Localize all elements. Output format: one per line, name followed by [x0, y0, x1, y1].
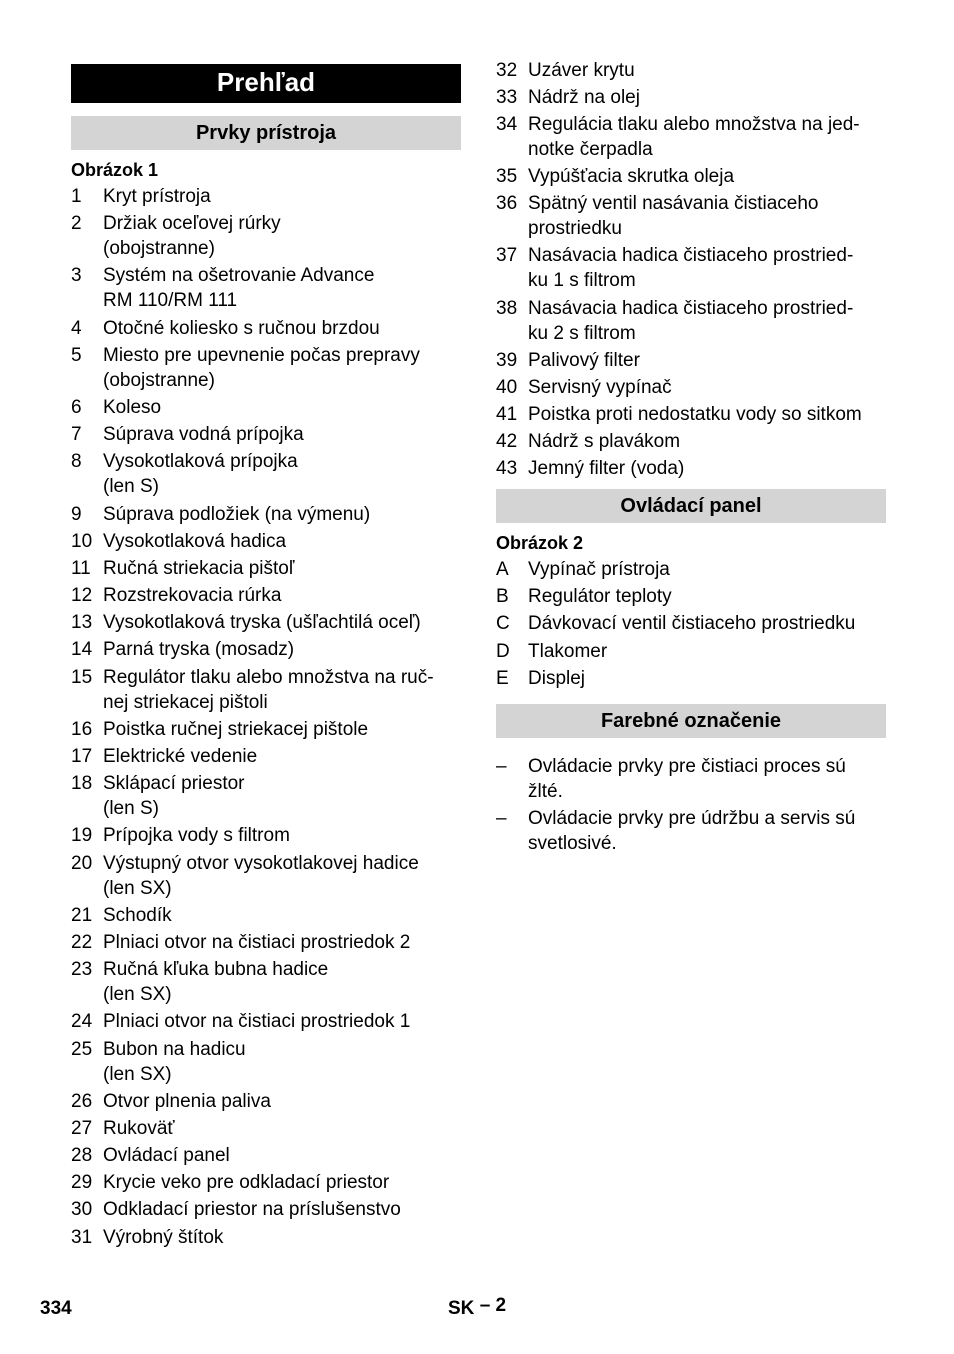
item-text: Plniaci otvor na čistiaci prostriedok 2	[103, 931, 411, 953]
item-number: 36	[496, 193, 518, 215]
item-text: Otočné koliesko s ručnou brzdou	[103, 317, 380, 339]
item-number: 31	[71, 1226, 93, 1248]
item-number: 13	[71, 612, 93, 634]
list-item	[71, 744, 461, 769]
item-number: 18	[71, 773, 93, 795]
item-text: Vypínač prístroja	[528, 559, 670, 581]
list-item	[496, 296, 886, 346]
section-heading-colors: Farebné označenie	[496, 704, 886, 738]
color-coding-list	[496, 754, 886, 856]
item-number: 34	[496, 114, 518, 136]
item-number: 14	[71, 639, 93, 661]
list-item	[71, 556, 461, 581]
list-item	[496, 375, 886, 400]
item-number: 1	[71, 186, 82, 207]
item-text: Poistka proti nedostatku vody so sitkom	[528, 403, 862, 425]
item-number: B	[496, 586, 509, 608]
list-item	[71, 316, 461, 341]
item-text: Kryt prístroja	[103, 186, 211, 207]
item-number: 37	[496, 245, 518, 267]
item-text: Miesto pre upevnenie počas prepravy (obojstranne)	[103, 344, 420, 391]
item-number: 21	[71, 904, 93, 926]
item-text: Spätný ventil nasávania čistiaceho prostriedku	[528, 193, 819, 240]
left-column	[71, 64, 461, 1252]
item-text: Systém na ošetrovanie Advance RM 110/RM 111	[103, 265, 375, 312]
list-item	[496, 85, 886, 110]
item-text: Regulátor teploty	[528, 586, 672, 608]
item-text: Súprava podložiek (na výmenu)	[103, 503, 371, 525]
item-number: 5	[71, 344, 82, 366]
item-text: Tlakomer	[528, 640, 608, 662]
list-item	[71, 823, 461, 848]
list-item	[496, 584, 886, 609]
item-number: 6	[71, 396, 82, 418]
list-item	[71, 395, 461, 420]
list-item	[496, 806, 886, 856]
list-item	[496, 191, 886, 241]
item-number: 11	[71, 557, 91, 579]
item-number: 41	[496, 403, 518, 425]
item-number: 16	[71, 718, 93, 740]
control-panel-list	[496, 557, 886, 691]
list-item	[496, 557, 886, 582]
list-item	[71, 449, 461, 499]
figure-label-2: Obrázok 2	[496, 533, 584, 554]
list-item	[71, 422, 461, 447]
list-item	[496, 639, 886, 664]
list-item	[71, 184, 461, 209]
item-text: Otvor plnenia paliva	[103, 1090, 271, 1112]
item-text: Ovládacie prvky pre čistiaci proces sú žlté.	[528, 755, 846, 802]
item-number: D	[496, 640, 510, 662]
list-item	[71, 1225, 461, 1250]
item-text: Nádrž na olej	[528, 87, 640, 109]
list-item	[496, 456, 886, 481]
item-number: 19	[71, 825, 93, 847]
item-number: 32	[496, 60, 518, 81]
list-item	[71, 1009, 461, 1034]
item-text: Vysokotlaková prípojka (len S)	[103, 451, 298, 498]
item-number: 4	[71, 317, 82, 339]
item-text: Súprava vodná prípojka	[103, 424, 304, 446]
list-item	[496, 348, 886, 373]
list-item	[71, 1089, 461, 1114]
item-number: 39	[496, 349, 518, 371]
list-item	[71, 583, 461, 608]
item-number: 29	[71, 1172, 93, 1194]
list-item	[71, 957, 461, 1007]
item-number: 22	[71, 931, 93, 953]
list-item	[71, 529, 461, 554]
item-number: 7	[71, 424, 82, 446]
section-heading-panel: Ovládací panel	[496, 489, 886, 523]
list-item	[71, 1143, 461, 1168]
item-number: E	[496, 667, 509, 689]
item-text: Ručná kľuka bubna hadice (len SX)	[103, 959, 329, 1006]
list-item	[496, 164, 886, 189]
list-item	[71, 502, 461, 527]
list-item	[71, 930, 461, 955]
item-text: Odkladací priestor na príslušenstvo	[103, 1199, 401, 1221]
item-text: Rozstrekovacia rúrka	[103, 585, 282, 607]
list-item	[496, 611, 886, 636]
list-item	[71, 665, 461, 715]
item-text: Prípojka vody s filtrom	[103, 825, 290, 847]
device-parts-list-continued	[496, 58, 886, 481]
item-number: 33	[496, 87, 518, 109]
list-item	[71, 211, 461, 261]
item-text: Regulácia tlaku alebo množstva na jed- notke čerpadla	[528, 114, 860, 161]
item-text: Vysokotlaková hadica	[103, 530, 287, 552]
item-text: Koleso	[103, 396, 162, 418]
item-number: 10	[71, 530, 93, 552]
item-number: C	[496, 613, 510, 635]
item-number: 20	[71, 852, 93, 874]
item-number: 28	[71, 1145, 93, 1167]
list-item	[496, 243, 886, 293]
item-number: 35	[496, 166, 518, 188]
item-number: 24	[71, 1011, 93, 1033]
list-item	[496, 112, 886, 162]
item-number: 9	[71, 503, 82, 525]
list-item	[71, 263, 461, 313]
item-number: 23	[71, 959, 93, 981]
list-item	[496, 429, 886, 454]
section-heading-device: Prvky prístroja	[71, 116, 461, 150]
item-text: Výrobný štítok	[103, 1226, 224, 1248]
item-text: Elektrické vedenie	[103, 746, 258, 767]
list-item	[71, 1037, 461, 1087]
item-number: 8	[71, 451, 82, 473]
item-text: Displej	[528, 667, 586, 689]
footer-section	[448, 1295, 507, 1320]
right-column	[496, 58, 886, 858]
item-text: Regulátor tlaku alebo množstva na ruč- nej striekacej pištoli	[103, 666, 434, 713]
item-text: Poistka ručnej striekacej pištole	[103, 718, 369, 740]
footer-subpage: – 2	[479, 1295, 507, 1316]
item-text: Nasávacia hadica čistiaceho prostried- ku 2 s filtrom	[528, 297, 854, 344]
device-parts-list	[71, 184, 461, 1250]
item-text: Bubon na hadicu (len SX)	[103, 1038, 246, 1085]
list-item	[496, 666, 886, 691]
item-text: Ručná striekacia pištoľ	[103, 557, 295, 579]
item-number: 3	[71, 265, 82, 287]
item-number: –	[496, 807, 507, 829]
item-text: Sklápací priestor (len S)	[103, 773, 245, 820]
item-text: Výstupný otvor vysokotlakovej hadice (len SX)	[103, 852, 419, 899]
item-number: 38	[496, 297, 518, 319]
item-text: Vysokotlaková tryska (ušľachtilá oceľ)	[103, 612, 421, 634]
item-number: 30	[71, 1199, 93, 1221]
item-number: 40	[496, 376, 518, 398]
item-number: 25	[71, 1038, 93, 1060]
item-text: Schodík	[103, 904, 172, 926]
item-text: Krycie veko pre odkladací priestor	[103, 1172, 390, 1194]
item-number: 26	[71, 1090, 93, 1112]
list-item	[71, 610, 461, 635]
item-text: Parná tryska (mosadz)	[103, 639, 295, 661]
item-text: Uzáver krytu	[528, 60, 635, 81]
list-item	[496, 402, 886, 427]
item-number: 15	[71, 666, 93, 688]
footer-language: SK	[448, 1298, 475, 1319]
item-text: Držiak oceľovej rúrky (obojstranne)	[103, 213, 281, 260]
list-item	[71, 637, 461, 662]
item-number: 42	[496, 430, 518, 452]
item-number: 2	[71, 213, 82, 235]
item-text: Jemný filter (voda)	[528, 458, 685, 480]
item-number: 27	[71, 1117, 93, 1139]
item-number: –	[496, 755, 507, 777]
list-item	[71, 343, 461, 393]
list-item	[71, 851, 461, 901]
item-text: Dávkovací ventil čistiaceho prostriedku	[528, 613, 856, 635]
page-number: 334	[40, 1298, 72, 1319]
item-text: Palivový filter	[528, 349, 640, 371]
list-item	[71, 717, 461, 742]
item-text: Vypúšťacia skrutka oleja	[528, 166, 735, 188]
page-title: Prehľad	[71, 64, 461, 103]
item-number: 43	[496, 458, 518, 480]
item-number: 17	[71, 746, 93, 767]
item-text: Plniaci otvor na čistiaci prostriedok 1	[103, 1011, 411, 1033]
item-text: Nasávacia hadica čistiaceho prostried- ku 1 s filtrom	[528, 245, 854, 292]
item-text: Servisný vypínač	[528, 376, 672, 398]
item-text: Nádrž s plavákom	[528, 430, 681, 452]
list-item	[71, 903, 461, 928]
item-text: Ovládacie prvky pre údržbu a servis sú svetlosivé.	[528, 807, 856, 854]
list-item	[71, 771, 461, 821]
item-text: Ovládací panel	[103, 1145, 230, 1167]
list-item	[71, 1197, 461, 1222]
list-item	[71, 1116, 461, 1141]
figure-label-1: Obrázok 1	[71, 160, 159, 180]
list-item	[496, 58, 886, 83]
item-number: A	[496, 559, 509, 581]
list-item	[71, 1170, 461, 1195]
item-number: 12	[71, 585, 93, 607]
item-text: Rukoväť	[103, 1117, 175, 1139]
list-item	[496, 754, 886, 804]
